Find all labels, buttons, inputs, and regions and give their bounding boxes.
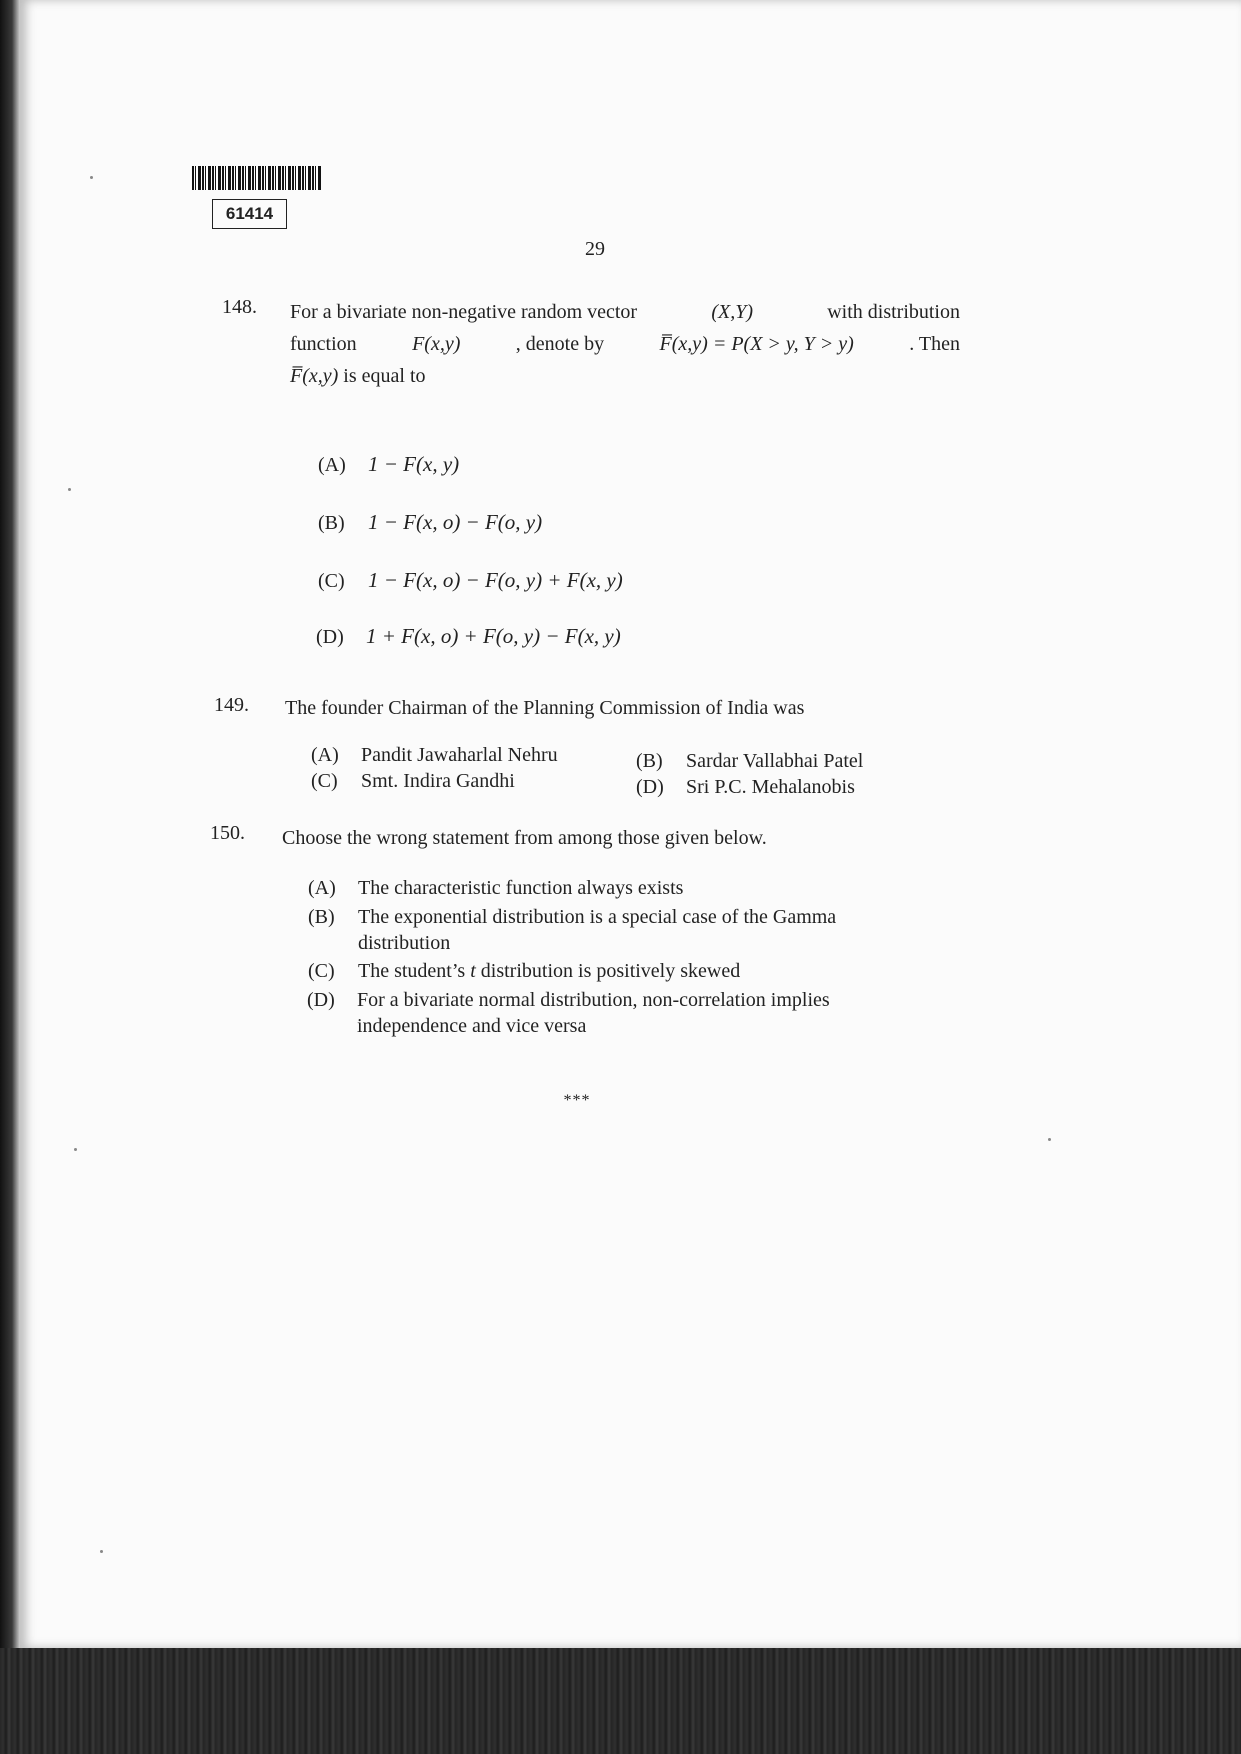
- scan-speck: [1048, 1138, 1051, 1141]
- math-definition: F̅(x,y) = P(X > y, Y > y): [659, 333, 854, 355]
- question-number: 148.: [222, 296, 257, 318]
- option-c[interactable]: [311, 770, 515, 793]
- option-text: [358, 904, 946, 956]
- option-label: (A): [308, 877, 336, 899]
- option-label: (D): [636, 776, 664, 798]
- question-stem: The founder Chairman of the Planning Commission of India was: [285, 697, 805, 719]
- option-text: [357, 987, 947, 1039]
- question-number: 150.: [210, 822, 245, 844]
- option-label: (A): [311, 744, 339, 766]
- option-formula: 1 − F(x, o) − F(o, y): [368, 510, 543, 534]
- option-label: (C): [318, 570, 345, 592]
- stem-text: with distribution: [827, 301, 960, 323]
- option-label: (D): [316, 626, 344, 648]
- option-b[interactable]: [318, 510, 542, 535]
- option-label: (C): [311, 770, 338, 792]
- option-line: [358, 904, 946, 930]
- end-mark: ***: [563, 1092, 591, 1109]
- paper-code: 61414: [212, 199, 287, 229]
- option-c[interactable]: [318, 568, 623, 593]
- option-line-text: For a bivariate normal distribution, non-correlation implies: [357, 989, 830, 1011]
- option-text-pre: The student’s: [358, 960, 466, 982]
- stem-line: [290, 296, 960, 328]
- stem-text: For a bivariate non-negative random vector: [290, 301, 638, 323]
- question-stem: [290, 296, 960, 392]
- scan-speck: [90, 176, 93, 179]
- option-label: (A): [318, 454, 346, 476]
- math-vector: (X,Y): [711, 301, 753, 323]
- option-a[interactable]: [311, 744, 558, 767]
- option-text: The characteristic function always exists: [358, 877, 684, 899]
- scan-speck: [68, 488, 71, 491]
- option-a[interactable]: [318, 452, 459, 477]
- option-variable: t: [470, 960, 476, 982]
- option-label: (C): [308, 960, 335, 982]
- page-number: 29: [585, 238, 605, 260]
- scan-bottom-band: [0, 1648, 1241, 1754]
- option-text-post: distribution is positively skewed: [480, 960, 741, 982]
- scan-left-edge: [0, 0, 20, 1754]
- math-lhs: F̅(x,y): [290, 365, 339, 387]
- question-stem: Choose the wrong statement from among those given below.: [282, 827, 767, 849]
- option-label: (B): [308, 906, 335, 928]
- scan-speck: [74, 1148, 77, 1151]
- option-d[interactable]: [636, 776, 855, 799]
- option-line-text: independence and vice versa: [357, 1015, 587, 1037]
- math-function: F(x,y): [412, 333, 461, 355]
- option-label: (D): [307, 989, 335, 1011]
- stem-text: , denote by: [515, 333, 605, 355]
- stem-line: [290, 328, 960, 360]
- stem-text: is equal to: [343, 365, 426, 387]
- option-text: Smt. Indira Gandhi: [361, 770, 515, 792]
- option-b[interactable]: [636, 750, 863, 773]
- barcode: [192, 166, 322, 190]
- option-a[interactable]: [308, 877, 683, 900]
- stem-line: [290, 360, 960, 392]
- option-c[interactable]: [308, 960, 740, 983]
- option-formula: 1 − F(x, o) − F(o, y) + F(x, y): [368, 568, 623, 592]
- option-b[interactable]: [308, 904, 946, 956]
- option-label: (B): [318, 512, 345, 534]
- option-d[interactable]: [307, 987, 947, 1039]
- option-text: Sardar Vallabhai Patel: [686, 750, 864, 772]
- option-text: Pandit Jawaharlal Nehru: [361, 744, 558, 766]
- scan-speck: [100, 1550, 103, 1553]
- stem-text: . Then: [909, 333, 960, 355]
- option-formula: 1 + F(x, o) + F(o, y) − F(x, y): [366, 624, 621, 648]
- option-formula: 1 − F(x, y): [368, 452, 460, 476]
- option-line-text: distribution: [358, 932, 451, 954]
- option-line-text: The exponential distribution is a special case of the Gamma: [358, 906, 837, 928]
- option-d[interactable]: [316, 624, 621, 649]
- option-text: Sri P.C. Mehalanobis: [686, 776, 855, 798]
- question-number: 149.: [214, 694, 249, 716]
- option-label: (B): [636, 750, 663, 772]
- stem-text: function: [290, 333, 357, 355]
